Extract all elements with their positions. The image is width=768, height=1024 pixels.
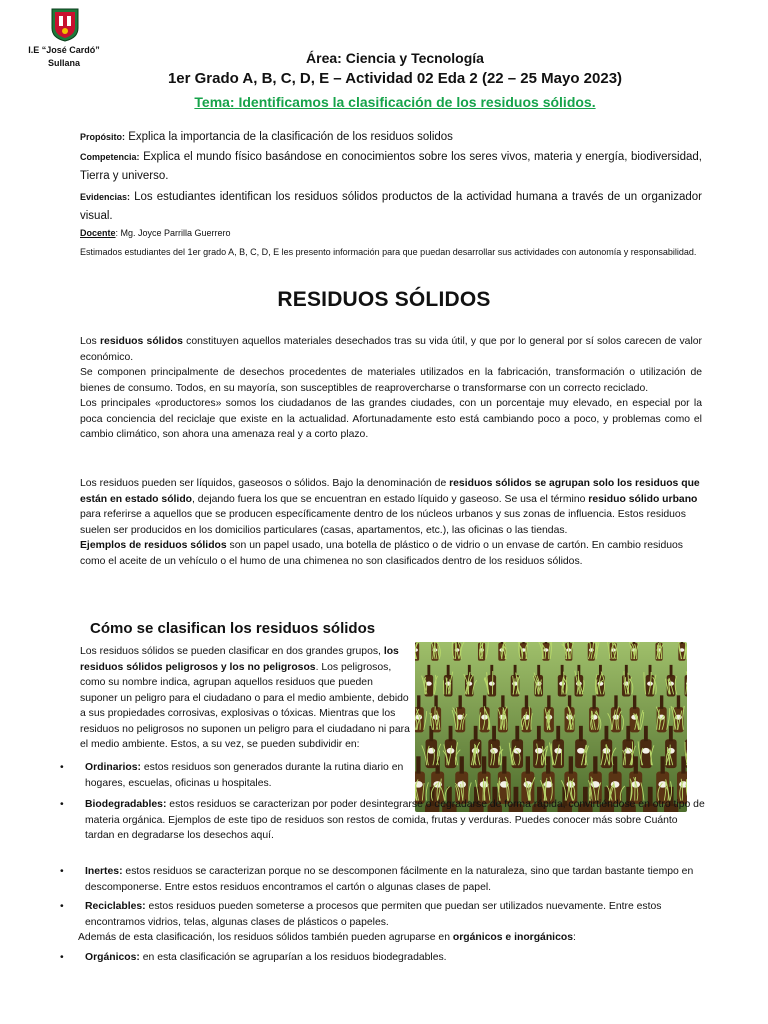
bullet-dot: • [60,952,64,963]
item-text: estos residuos son generados durante la rutina diario en hogares, escuelas, oficinas u hospitales. [85,762,404,789]
item-label: Orgánicos: [85,952,140,963]
p1-text-a: Los [80,336,100,347]
list-item [60,899,710,930]
extra-bold: orgánicos e inorgánicos [452,932,573,943]
tema-text: Identificamos la clasificación de los residuos sólidos. [234,94,596,110]
bullet-dot: • [60,866,64,877]
p4-bold-b: residuos sólidos se agrupan solo los residuos que están en estado sólido [80,478,700,505]
school-name: I.E “José Cardó” [28,45,100,55]
evidencias-label: Evidencias: [80,192,131,202]
list-item [60,760,710,791]
intro-note: Estimados estudiantes del 1er grado A, B, C, D, E les presento información para que puedan desarrollar sus actividades con autonomía y responsabilidad. [80,247,697,257]
competencia-text: Explica el mundo físico basándose en conocimientos sobre los seres vivos, materia y energía, biodiversidad, Tierra y universo. [80,151,702,182]
intro-bold: los residuos sólidos peligrosos y los no peligrosos [80,646,399,673]
competencia-line [80,148,702,186]
classification-intro [80,644,410,753]
bullet-dot: • [60,762,64,773]
school-crest-logo [51,8,79,42]
extra-text-c: : [572,932,576,943]
p1-bold: residuos sólidos [100,336,183,347]
grade-heading: 1er Grado A, B, C, D, E – Actividad 02 Eda 2 (22 – 25 Mayo 2023) [167,70,623,87]
proposito-line [80,128,702,147]
p3-text: Los principales «productores» somos los ciudadanos de las grandes ciudades, con un porcentaje muy elevado, en especial por la poca conciencia del reciclaje que existe en la actualidad. Afortunadamente esto está cambiando poco a poco, y problemas como el cambio climático, son ahora una amenaza real y a corto plazo. [80,398,702,440]
paragraph-definition [80,334,702,443]
list-item [60,864,710,895]
docente-text: : Mg. Joyce Parrilla Guerrero [115,228,231,238]
evidencias-line [80,188,702,226]
section-heading: Cómo se clasifican los residuos sólidos [90,620,376,637]
p4-text-e: para referirse a aquellos que se producen específicamente dentro de los núcleos urbanos y sus zonas de influencia. Estos residuos suelen ser producidos en los domicilios particulares (casas, apartamentos, etc.), las oficinas o las tiendas. [80,509,686,536]
p2-text: Se componen principalmente de desechos procedentes de materiales utilizados en la fabricación, transformación o utilización de bienes de consumo. Todos, en su mayoría, son susceptibles de reaprovercharse o transformarse con un correcto reciclado. [80,367,702,394]
bullet-dot: • [60,799,64,810]
p4-text-a: Los residuos pueden ser líquidos, gaseosos o sólidos. Bajo la denominación de [80,478,450,489]
school-city: Sullana [47,58,80,68]
evidencias-text: Los estudiantes identifican los residuos sólidos productos de la actividad humana a través de un organizador visual. [80,191,702,222]
school-name-block [14,44,114,70]
extra-classification [60,930,710,946]
proposito-label: Propósito: [80,132,125,142]
paragraph-types [80,476,702,569]
area-heading: Área: Ciencia y Tecnología [306,50,484,66]
bullet-dot: • [60,901,64,912]
item-label: Ordinarios: [85,762,142,773]
tema-label: Tema: [194,94,235,110]
list-item [60,950,710,966]
p4-text-c: , dejando fuera los que se encuentran en estado líquido y gaseoso. Se usa el término [192,493,589,505]
p5-bold: Ejemplos de residuos sólidos [80,540,227,551]
intro-text-c: . Los peligrosos, como su nombre indica, agrupan aquellos residuos que pueden suponer un peligro para el ciudadano o para el medio ambiente, debido a sus propiedades corrosivas, explosivas o tóxicas. Mientras que los residuos no peligrosos no suponen un peligro para el ciudadano ni para el medio ambiente. Estos, a su vez, se pueden subdividir en: [80,661,410,750]
item-text: estos residuos se caracterizan por poder desintegrarse o degradarse de forma rápida, convirtiéndose en otro tipo de materia orgánica. Ejemplos de este tipo de residuos son restos de comida, frutas y verduras. Puedes conocer más sobre Cuánto tardan en degradarse los desechos aquí. [85,799,705,841]
docente-line [80,226,702,240]
page-title: RESIDUOS SÓLIDOS [277,288,491,311]
item-label: Biodegradables: [85,799,167,810]
docente-label: Docente [80,228,116,238]
p1-text-c: constituyen aquellos materiales desechados tras su vida útil, y que por lo general por sí solos carecen de valor económico. [80,336,703,363]
item-text: estos residuos se caracterizan porque no se descomponen fácilmente en la naturaleza, sino que tardan bastante tiempo en descomponerse. Entre estos residuos encontramos el cartón o algunas clases de papel. [85,866,694,893]
extra-text-a: Además de esta clasificación, los residuos sólidos también pueden agruparse en [78,932,453,943]
intro-text-a: Los residuos sólidos se pueden clasificar en dos grandes grupos, [80,646,384,657]
p4-bold-d: residuo sólido urbano [588,493,698,505]
item-text: en esta clasificación se agruparían a los residuos biodegradables. [139,952,447,963]
tema-heading [100,94,690,110]
item-label: Reciclables: [85,901,146,912]
list-item [60,797,710,844]
item-label: Inertes: [85,866,123,877]
item-text: estos residuos pueden someterse a procesos que permiten que puedan ser utilizados nuevamente. Entre estos encontramos vidrios, telas, algunas clases de plásticos o papeles. [85,901,662,928]
competencia-label: Competencia: [80,152,140,162]
p5-text: son un papel usado, una botella de plástico o de vidrio o un envase de cartón. En cambio residuos como el aceite de un vehículo o el humo de una chimenea no son clasificados dentro de los residuos sólidos. [80,540,684,567]
proposito-text: Explica la importancia de la clasificación de los residuos solidos [125,131,453,143]
